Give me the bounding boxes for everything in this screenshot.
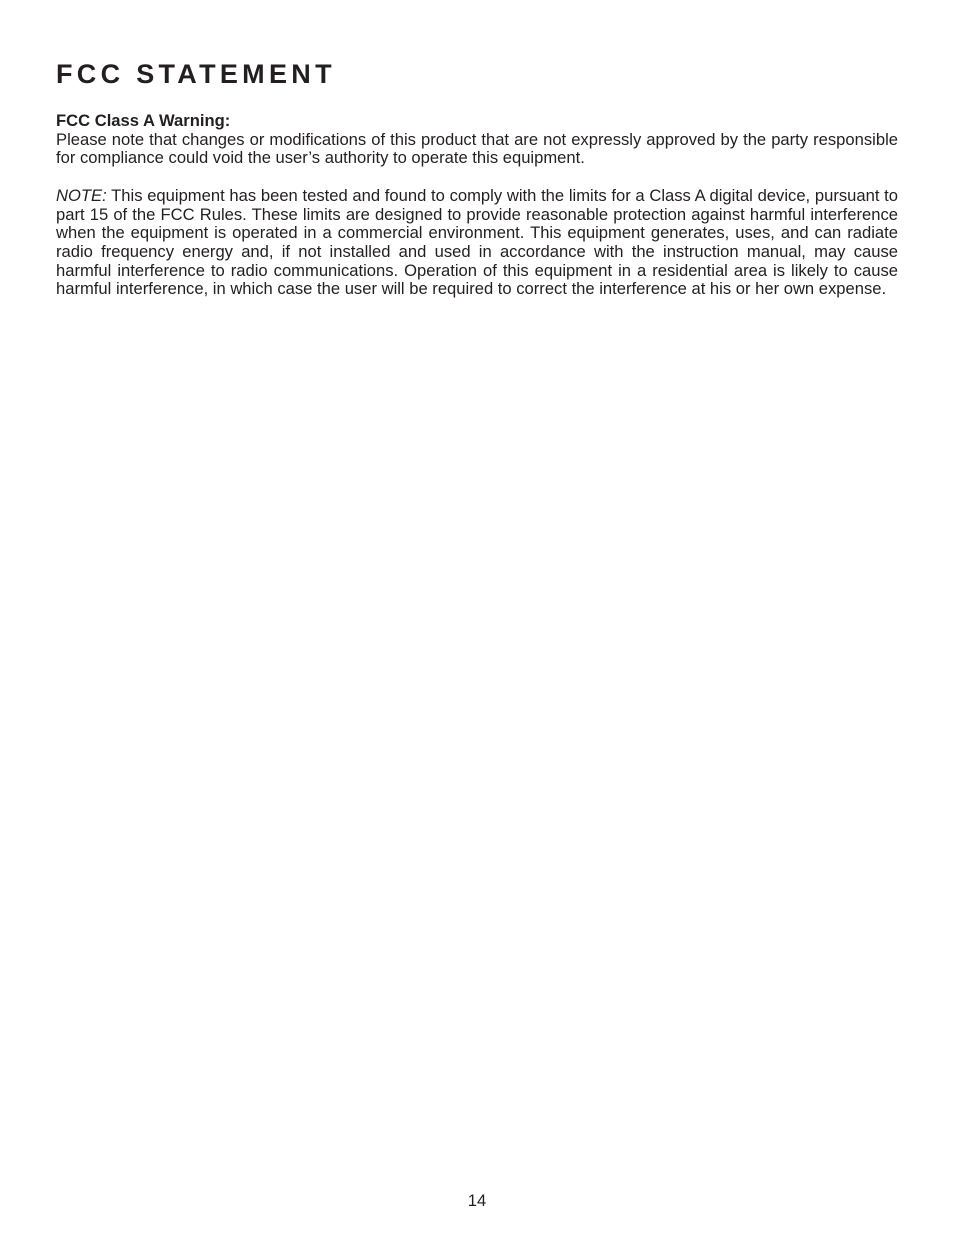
note-text: This equipment has been tested and found to comply with the limits for a Class A digital device, pursuant to part 15 of the FCC Rules. These limits are designed to provide reasonable protection against harmful interference when the equipment is operated in a commercial environment. This equipment generates, uses, and can radiate radio frequency energy and, if not installed and used in accordance with the instruction manual, may cause harmful interference to radio communications. Operation of this equipment in a residential area is likely to cause harmful interference, in which case the user will be required to correct the interference at his or her own expense.: [56, 185, 898, 299]
warning-paragraph: Please note that changes or modifications of this product that are not expressly approved by the party responsible for compliance could void the user’s authority to operate this equipment.: [56, 129, 898, 168]
note-paragraph: [56, 187, 898, 299]
note-label: NOTE:: [56, 185, 107, 205]
document-body: [56, 112, 898, 299]
page-number: 14: [467, 1191, 487, 1210]
warning-heading: FCC Class A Warning:: [56, 111, 231, 130]
page-title: FCC STATEMENT: [56, 59, 336, 89]
